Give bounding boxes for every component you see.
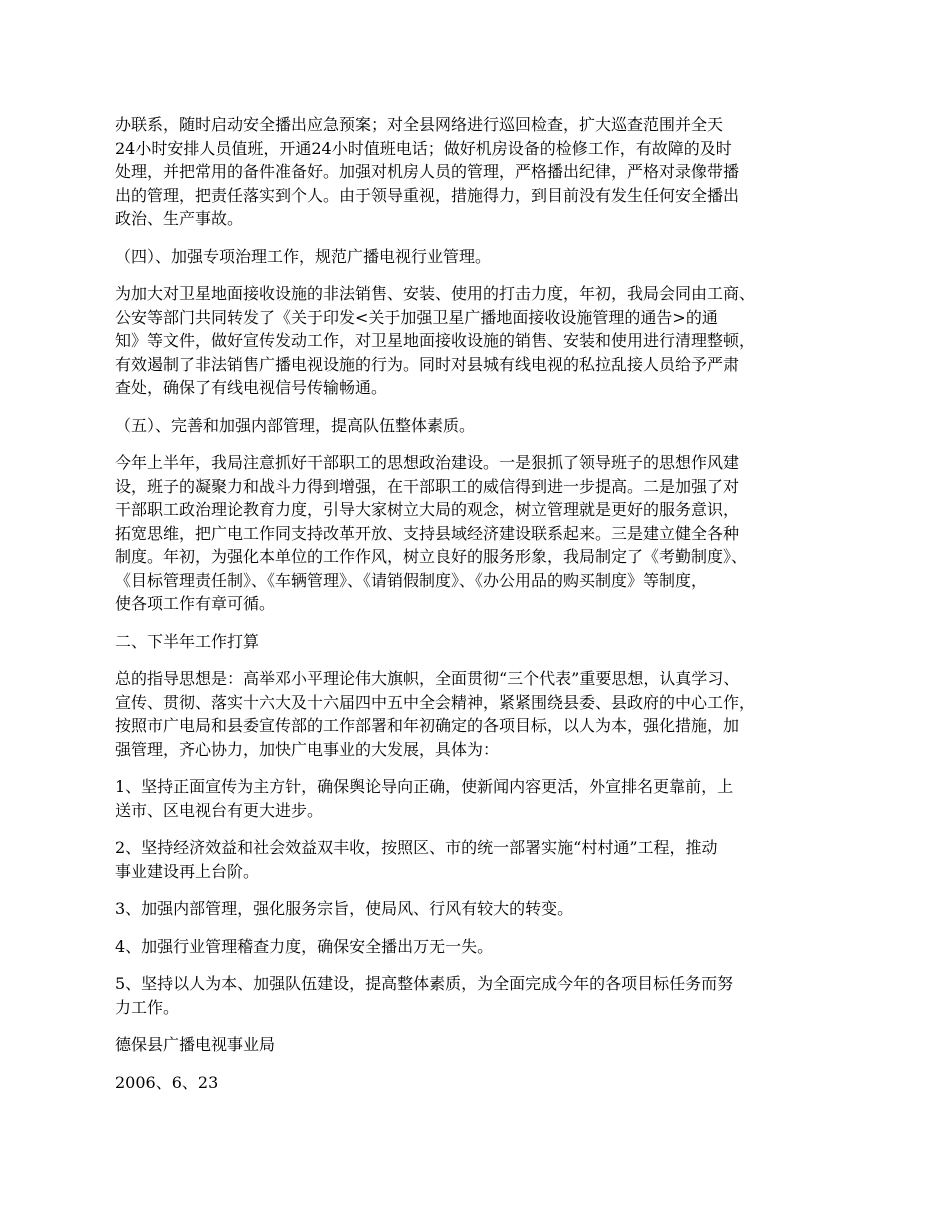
signature-date: 2006、6、23 [115, 1072, 219, 1092]
paragraph-guiding-thought: 总的指导思想是：高举邓小平理论伟大旗帜，全面贯彻“三个代表”重要思想，认真学习、 宣传、贯彻、落实十六大及十六届四中五中全会精神，紧紧围绕县委、县政府的中心工作， 按照市广电局和县委宣传部的工作部署和年初确定的各项目标，以人为本，强化措施，加 强管理，齐心协力，加快广电事业的大发展，具体为： [115, 669, 756, 759]
list-item-4: 4、加强行业管理稽查力度，确保安全播出万无一失。 [115, 936, 494, 956]
list-item-5: 5、坚持以人为本、加强队伍建设，提高整体素质，为全面完成今年的各项目标任务而努 力工作。 [115, 974, 734, 1017]
list-item-3: 3、加强内部管理，强化服务宗旨，使局风、行风有较大的转变。 [115, 899, 574, 918]
list-item-2: 2、坚持经济效益和社会效益双丰收，按照区、市的统一部署实施“村村通”工程，推动 事业建设再上台阶。 [115, 838, 718, 881]
paragraph-internal-management: 今年上半年，我局注意抓好干部职工的思想政治建设。一是狠抓了领导班子的思想作风建 设，班子的凝聚力和战斗力得到增强，在干部职工的威信得到进一步提高。二是加强了对 干部职工政治理论教育力度，引导大家树立大局的观念，树立管理就是更好的服务意识， 拓宽思维，把广电工作同支持改革开放、支持县域经济建设联系起来。三是建立健全各种 制度。年初，为强化本单位的工作作风，树立良好的服务形象，我局制定了《考勤制度》、 《目标管理责任制》、《车辆管理》、《请销假制度》、《办公用品的购买制度》等制度， 使各项工作有章可循。 [115, 453, 748, 613]
paragraph-safety-broadcast: 办联系，随时启动安全播出应急预案；对全县网络进行巡回检查，扩大巡查范围并全天 24小时安排人员值班，开通24小时值班电话；做好机房设备的检修工作，有故障的及时 处理，并把常用的备件准备好。加强对机房人员的管理，严格播出纪律，严格对录像带播 出的管理，把责任落实到个人。由于领导重视，措施得力，到目前没有发生任何安全播出 政治、生产事故。 [115, 115, 740, 228]
document-body [115, 113, 851, 1108]
signature-organization: 德保县广播电视事业局 [115, 1035, 276, 1054]
list-item-1: 1、坚持正面宣传为主方针，确保舆论导向正确，使新闻内容更活，外宣排名更靠前，上 送市、区电视台有更大进步。 [115, 777, 734, 820]
section-heading-5: （五）、完善和加强内部管理，提高队伍整体素质。 [115, 415, 476, 435]
section-heading-4: （四）、加强专项治理工作，规范广播电视行业管理。 [115, 246, 492, 266]
paragraph-satellite-management: 为加大对卫星地面接收设施的非法销售、安装、使用的打击力度，年初，我局会同由工商、 公安等部门共同转发了《关于印发<关于加强卫星广播地面接收设施管理的通告>的通 知》等文件，做好宣传发动工作，对卫星地面接收设施的销售、安装和使用进行清理整顿， 有效遏制了非法销售广播电视设施的行为。同时对县城有线电视的私拉乱接人员给予严肃 查处，确保了有线电视信号传输畅通。 [115, 284, 756, 397]
section-heading-plan: 二、下半年工作打算 [115, 631, 260, 651]
